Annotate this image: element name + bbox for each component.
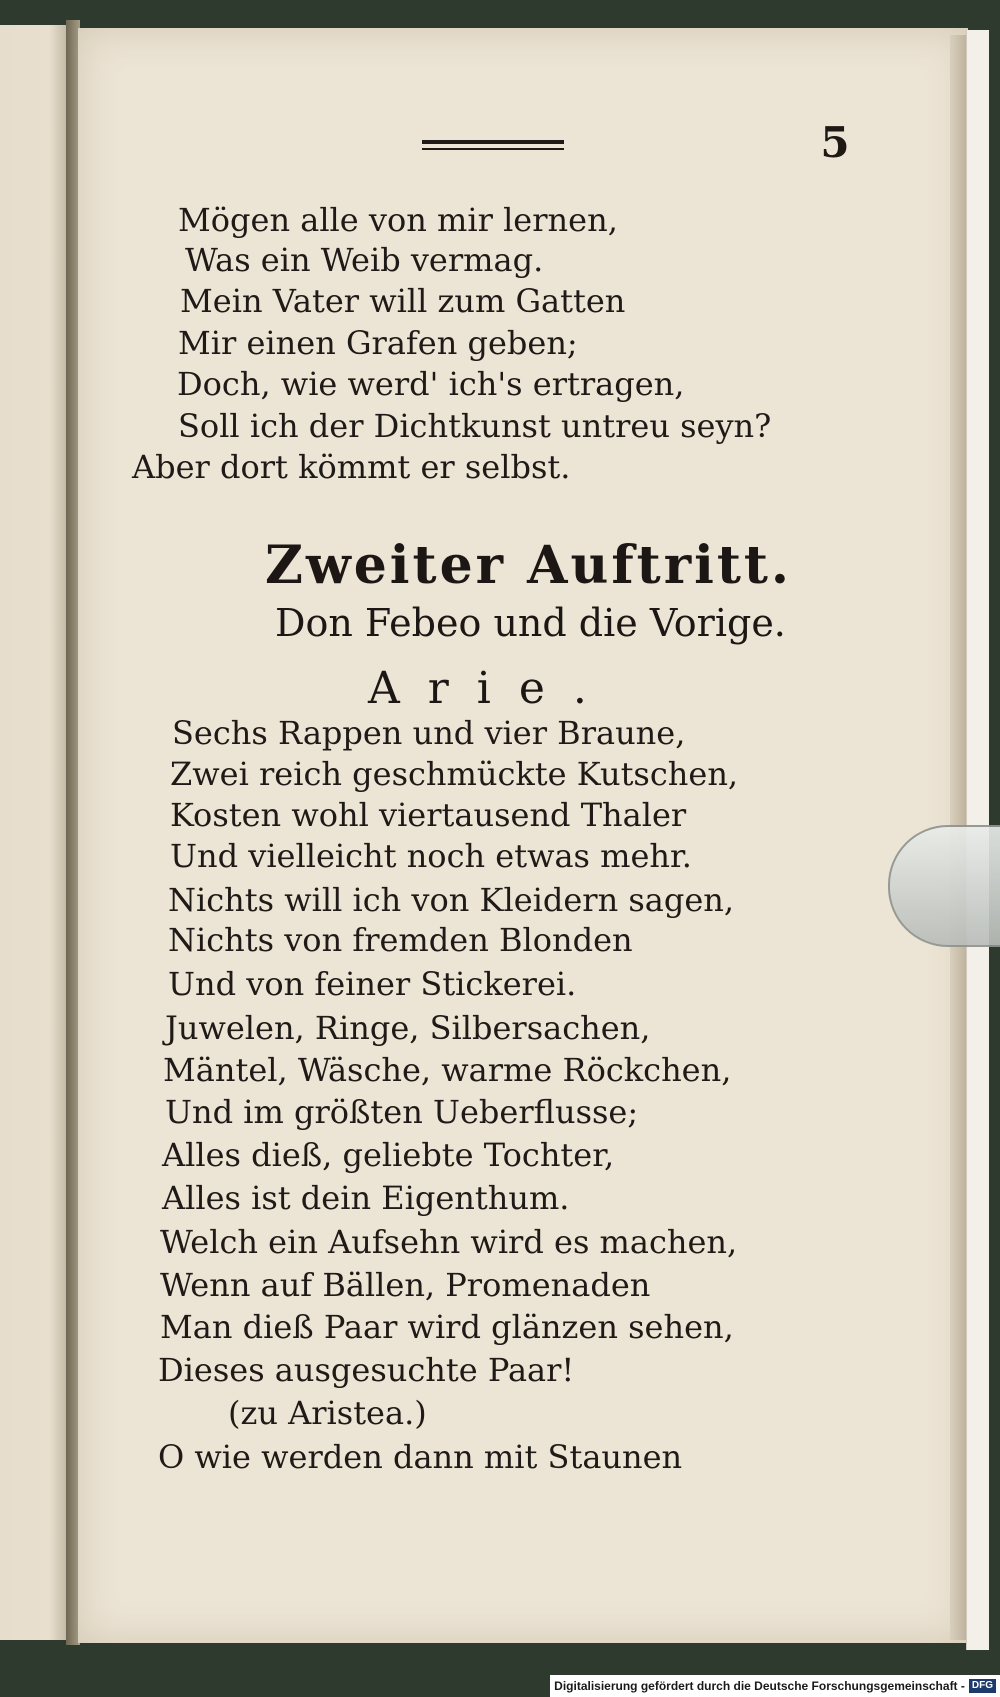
digitization-credit xyxy=(550,1675,1000,1697)
dfg-logo: DFG xyxy=(969,1679,996,1693)
verse-line: Doch, wie werd' ich's ertragen, xyxy=(177,365,685,403)
verse-line: Welch ein Aufsehn wird es machen, xyxy=(160,1223,738,1261)
page-number: 5 xyxy=(820,118,850,167)
character-list: Don Febeo und die Vorige. xyxy=(275,601,786,645)
verse-line: Man dieß Paar wird glänzen sehen, xyxy=(160,1308,734,1346)
verse-line: Mäntel, Wäsche, warme Röckchen, xyxy=(163,1051,732,1089)
verse-line: Sechs Rappen und vier Braune, xyxy=(172,714,686,752)
facing-page xyxy=(0,25,70,1640)
verse-line: Nichts will ich von Kleidern sagen, xyxy=(168,881,735,919)
verse-line: Und vielleicht noch etwas mehr. xyxy=(170,837,692,875)
verse-line: Juwelen, Ringe, Silbersachen, xyxy=(165,1009,651,1047)
scene-title: Zweiter Auftritt. xyxy=(265,535,792,596)
verse-line: Aber dort kömmt er selbst. xyxy=(132,448,571,486)
aria-heading: Arie. xyxy=(368,663,615,714)
verse-line: Zwei reich geschmückte Kutschen, xyxy=(170,755,739,793)
verse-line: Soll ich der Dichtkunst untreu seyn? xyxy=(178,407,772,445)
verse-line: Mein Vater will zum Gatten xyxy=(180,282,626,320)
verse-line: Was ein Weib vermag. xyxy=(185,241,544,279)
verse-line: Kosten wohl viertausend Thaler xyxy=(170,796,687,834)
verse-line: Nichts von fremden Blonden xyxy=(168,921,633,959)
credit-text: Digitalisierung gefördert durch die Deutsche Forschungsgemeinschaft - xyxy=(554,1679,965,1693)
verse-line: Alles ist dein Eigenthum. xyxy=(162,1179,570,1217)
verse-line: Wenn auf Bällen, Promenaden xyxy=(160,1266,651,1304)
page-clip xyxy=(888,825,1000,947)
verse-line: Und von feiner Stickerei. xyxy=(168,965,577,1003)
header-ornament-rule xyxy=(422,140,564,162)
verse-line: Alles dieß, geliebte Tochter, xyxy=(162,1136,615,1174)
stage-direction: (zu Aristea.) xyxy=(228,1394,427,1432)
verse-line: Dieses ausgesuchte Paar! xyxy=(158,1351,575,1389)
verse-line: Mir einen Grafen geben; xyxy=(178,324,578,362)
verse-line: Mögen alle von mir lernen, xyxy=(178,201,618,239)
verse-line: Und im größten Ueberflusse; xyxy=(165,1093,639,1131)
verse-line: O wie werden dann mit Staunen xyxy=(158,1438,683,1476)
